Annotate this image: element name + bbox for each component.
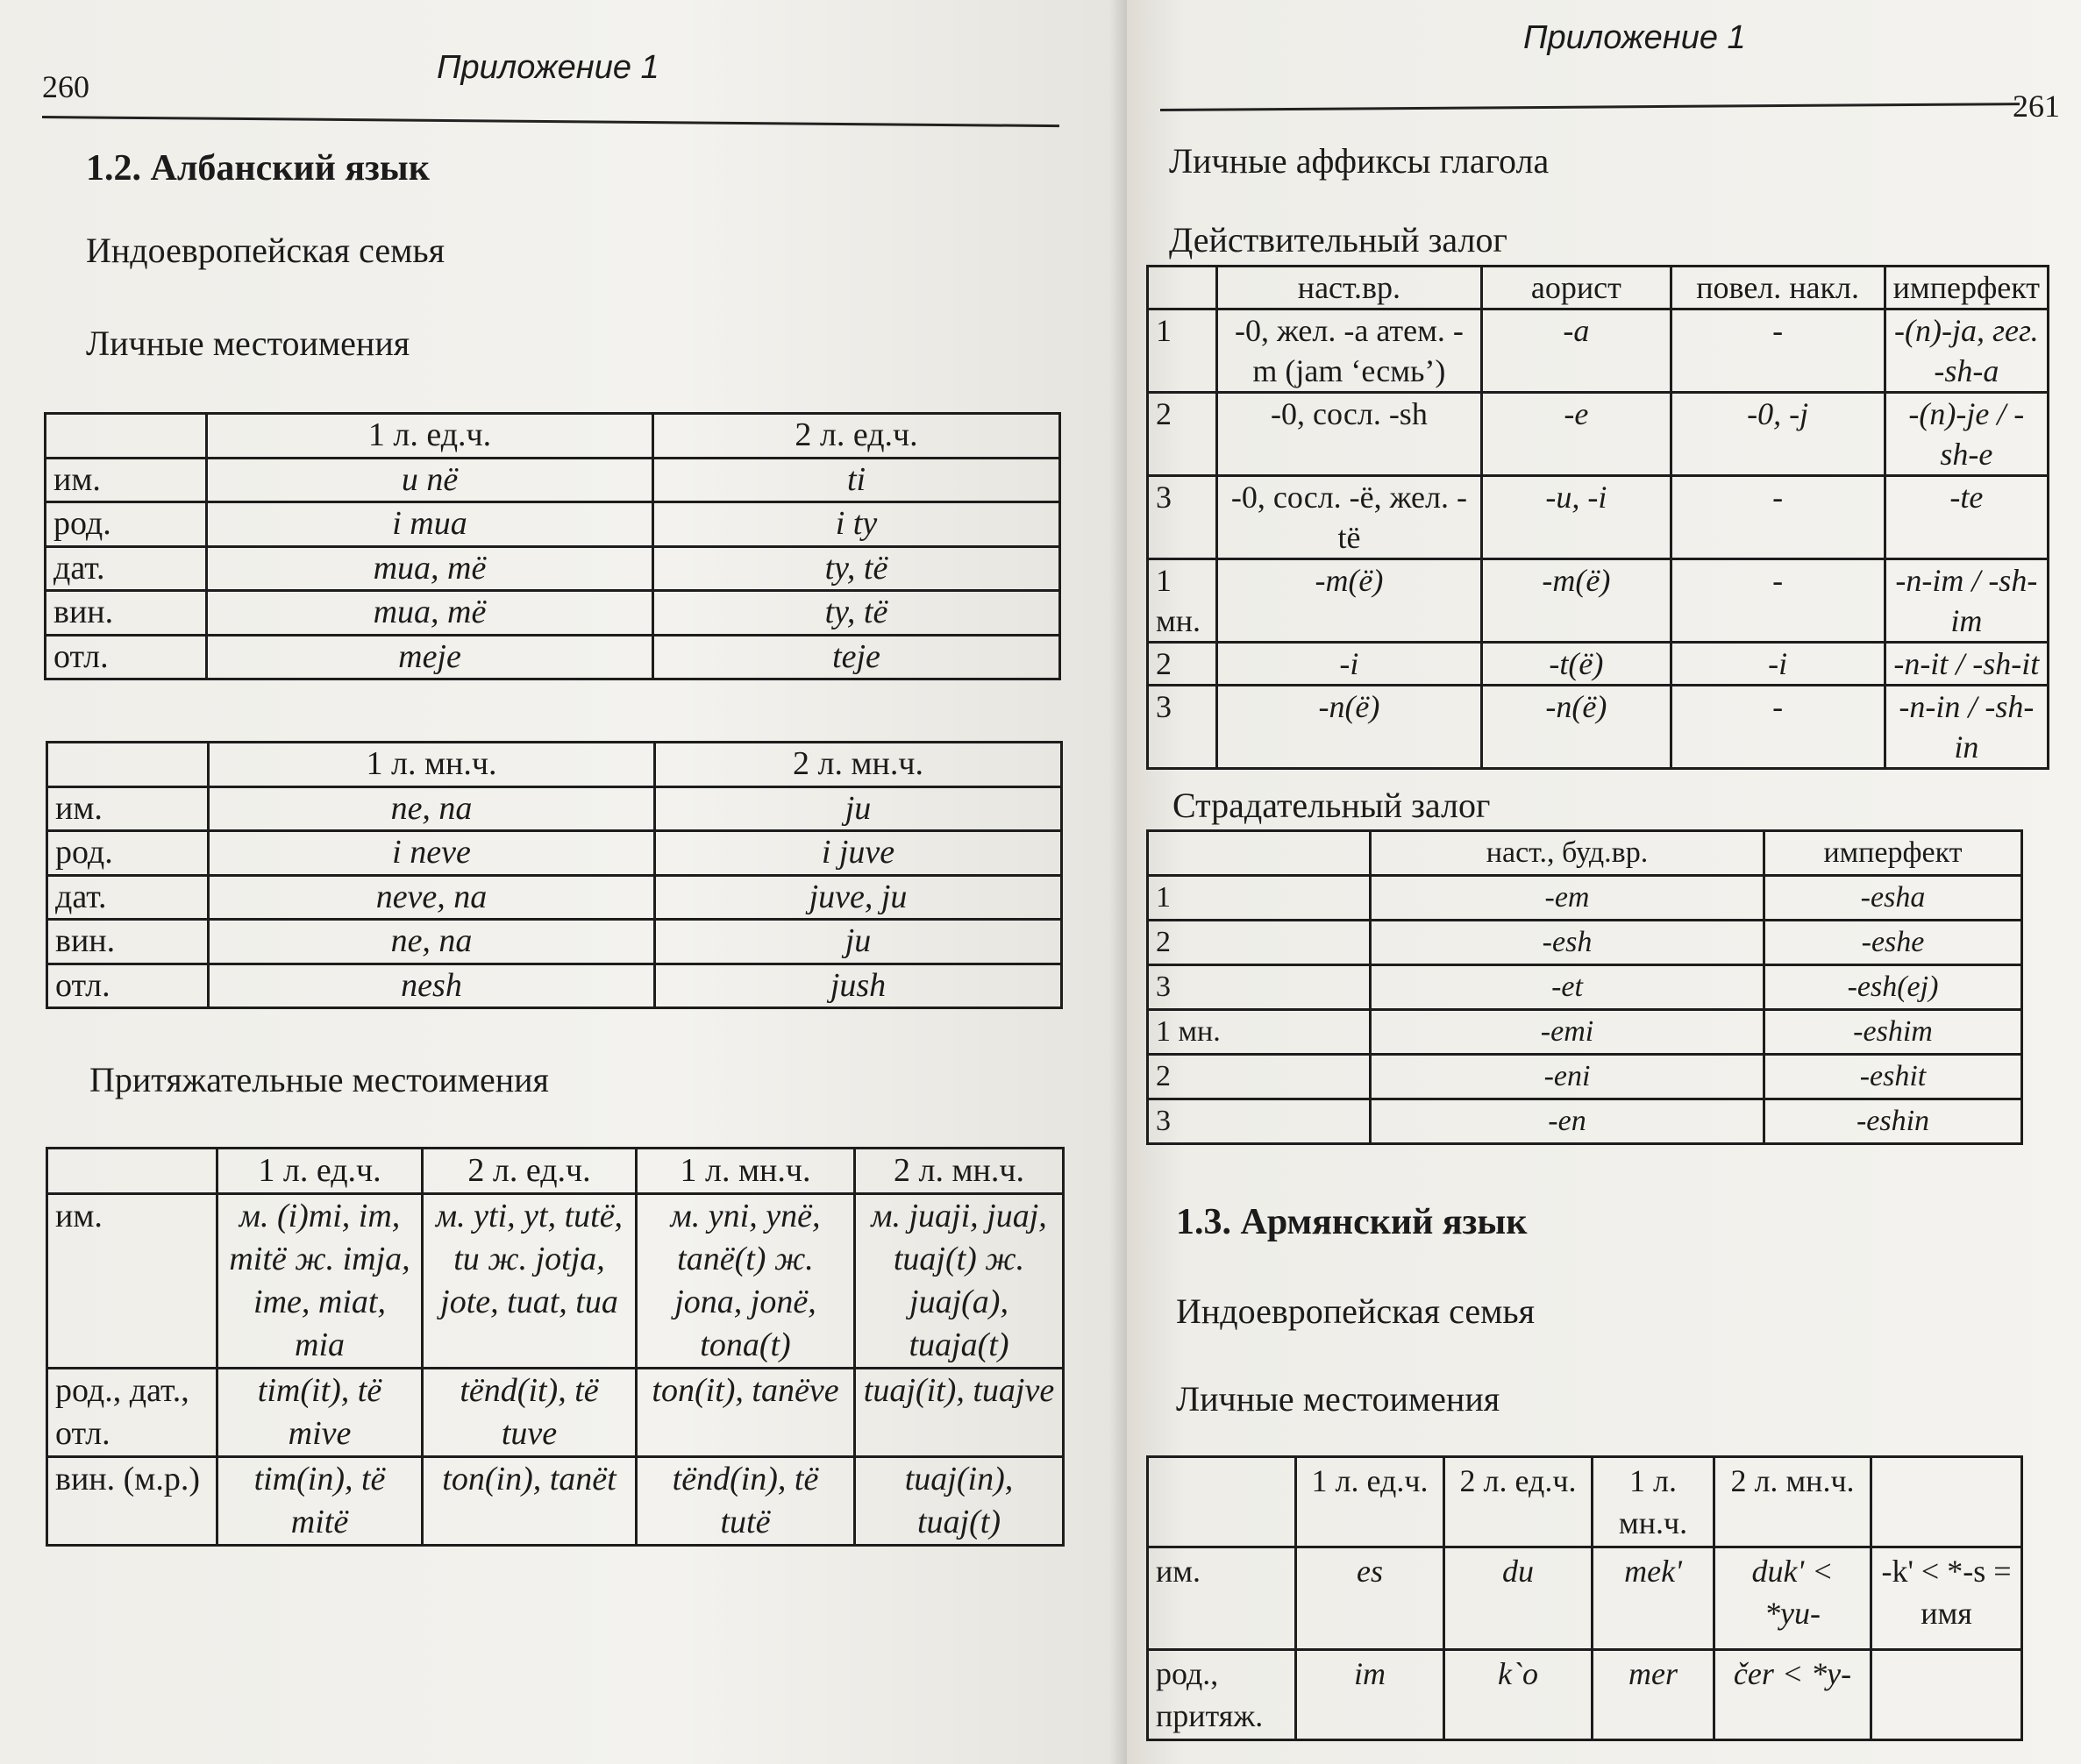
table-cell: -eshe	[1764, 921, 2022, 965]
table-row	[47, 831, 1062, 876]
table-cell: -m(ë)	[1482, 559, 1671, 643]
case-label: отл.	[47, 964, 209, 1008]
table-row	[1148, 1055, 2022, 1099]
table-cell: м. yni, ynë, tanë(t) ж. jona, jonë, tona(t)	[637, 1194, 855, 1369]
table-header-cell: наст., буд.вр.	[1371, 831, 1764, 876]
table-cell: i ty	[653, 502, 1060, 547]
person-label: 1 мн.	[1148, 1010, 1371, 1055]
table-cell: k`o	[1444, 1650, 1593, 1740]
table-cell: -n-in / -sh-in	[1885, 686, 2048, 769]
table-cell	[1871, 1650, 2022, 1740]
passive-voice-table	[1146, 829, 2023, 1145]
person-label: 3	[1148, 1099, 1371, 1144]
active-voice-heading: Действительный залог	[1169, 220, 1507, 260]
case-label: им.	[46, 458, 207, 502]
table-row	[1148, 686, 2049, 769]
table-header-row	[1148, 831, 2022, 876]
table-row	[47, 964, 1062, 1008]
table-row	[1148, 1010, 2022, 1055]
table-row	[47, 786, 1062, 831]
verb-affixes-heading: Личные аффиксы глагола	[1169, 141, 1550, 181]
table-header-row	[47, 1149, 1064, 1194]
table-row	[1148, 476, 2049, 559]
person-label: 1 мн.	[1148, 559, 1217, 643]
personal-pronouns-heading: Личные местоимения	[86, 324, 410, 363]
person-label: 1	[1148, 876, 1371, 921]
table-cell: -eshit	[1764, 1055, 2022, 1099]
table-header-cell: 2 л. ед.ч.	[423, 1149, 637, 1194]
table-row	[47, 875, 1062, 920]
table-cell: -	[1671, 559, 1885, 643]
table-cell: -te	[1885, 476, 2048, 559]
case-label: им.	[1148, 1547, 1296, 1650]
table-header-row	[1148, 267, 2049, 309]
table-header-cell	[1148, 831, 1371, 876]
person-label: 3	[1148, 686, 1217, 769]
table-cell: м. (i)mi, im, mitë ж. imja, ime, miat, mia	[217, 1194, 423, 1369]
person-label: 3	[1148, 476, 1217, 559]
table-cell: teje	[653, 635, 1060, 679]
language-family: Индоевропейская семья	[86, 231, 445, 270]
table-row	[1148, 1547, 2022, 1650]
table-cell: mua, më	[207, 546, 653, 591]
case-label: отл.	[46, 635, 207, 679]
table-cell: tim(it), të mive	[217, 1369, 423, 1457]
passive-voice-heading: Страдательный залог	[1172, 786, 1491, 825]
table-cell: ju	[655, 920, 1062, 964]
table-row	[1148, 876, 2022, 921]
table-row	[47, 920, 1062, 964]
table-header-cell: 2 л. ед.ч.	[653, 414, 1060, 459]
header-rule	[42, 116, 1059, 127]
page-number: 260	[42, 69, 89, 104]
person-label: 2	[1148, 643, 1217, 686]
table-cell: -en	[1371, 1099, 1764, 1144]
person-label: 2	[1148, 921, 1371, 965]
person-label: 2	[1148, 393, 1217, 476]
table-cell: tënd(it), të tuve	[423, 1369, 637, 1457]
case-label: дат.	[47, 875, 209, 920]
table-header-cell: имперфект	[1764, 831, 2022, 876]
table-header-cell: 2 л. мн.ч.	[655, 743, 1062, 787]
table-row	[1148, 921, 2022, 965]
table-cell: -	[1671, 686, 1885, 769]
table-cell: -esha	[1764, 876, 2022, 921]
table-cell: tuaj(it), tuajve	[855, 1369, 1064, 1457]
table-cell: mek'	[1593, 1547, 1714, 1650]
table-cell: -i	[1216, 643, 1482, 686]
table-header-cell: 2 л. мн.ч.	[855, 1149, 1064, 1194]
table-row	[46, 502, 1060, 547]
table-cell: mer	[1593, 1650, 1714, 1740]
table-row	[47, 1194, 1064, 1369]
table-header-cell	[1871, 1457, 2022, 1547]
table-cell: -esh	[1371, 921, 1764, 965]
table-row	[46, 458, 1060, 502]
table-header-row	[1148, 1457, 2022, 1547]
table-header-cell: 1 л. мн.ч.	[1593, 1457, 1714, 1547]
table-cell: u në	[207, 458, 653, 502]
table-row	[1148, 309, 2049, 393]
case-label: вин. (м.р.)	[47, 1457, 217, 1546]
case-label: вин.	[46, 591, 207, 636]
table-cell: tënd(in), të tutë	[637, 1457, 855, 1546]
table-header-cell: имперфект	[1885, 267, 2048, 309]
table-cell: -eshin	[1764, 1099, 2022, 1144]
table-cell: ton(it), tanëve	[637, 1369, 855, 1457]
table-cell: čer < *y-	[1714, 1650, 1871, 1740]
table-cell: -t(ë)	[1482, 643, 1671, 686]
table-header-cell: наст.вр.	[1216, 267, 1482, 309]
personal-pronouns-heading: Личные местоимения	[1176, 1379, 1500, 1419]
section-title: 1.3. Армянский язык	[1176, 1202, 1528, 1242]
table-cell: -m(ë)	[1216, 559, 1482, 643]
table-header-cell: 1 л. мн.ч.	[209, 743, 655, 787]
running-head: Приложение 1	[437, 49, 659, 86]
table-row	[46, 635, 1060, 679]
table-header-row	[46, 414, 1060, 459]
table-row	[47, 1457, 1064, 1546]
table-cell: ne, na	[209, 786, 655, 831]
table-cell: -0, жел. -a атем. -m (jam ‘есмь’)	[1216, 309, 1482, 393]
table-cell: ton(in), tanët	[423, 1457, 637, 1546]
table-header-cell: повел. накл.	[1671, 267, 1885, 309]
table-row	[47, 1369, 1064, 1457]
table-cell: tuaj(in), tuaj(t)	[855, 1457, 1064, 1546]
table-cell: juve, ju	[655, 875, 1062, 920]
possessive-pronouns-heading: Притяжательные местоимения	[89, 1060, 549, 1099]
header-rule	[1160, 103, 2020, 111]
table-cell: es	[1296, 1547, 1444, 1650]
person-label: 3	[1148, 965, 1371, 1010]
table-header-cell: аорист	[1482, 267, 1671, 309]
table-cell: ti	[653, 458, 1060, 502]
table-cell: -i	[1671, 643, 1885, 686]
case-label: род., притяж.	[1148, 1650, 1296, 1740]
table-header-cell	[1148, 1457, 1296, 1547]
table-cell: nesh	[209, 964, 655, 1008]
possessive-pronouns-table	[46, 1147, 1065, 1547]
table-cell: ty, të	[653, 546, 1060, 591]
table-row	[46, 546, 1060, 591]
table-cell: -eshim	[1764, 1010, 2022, 1055]
table-cell: -a	[1482, 309, 1671, 393]
armenian-pronouns-table	[1146, 1455, 2023, 1741]
table-cell: -eni	[1371, 1055, 1764, 1099]
table-cell: im	[1296, 1650, 1444, 1740]
table-cell: -n(ë)	[1482, 686, 1671, 769]
section-title: 1.2. Албанский язык	[86, 148, 430, 188]
person-label: 1	[1148, 309, 1217, 393]
table-header-cell: 1 л. ед.ч.	[1296, 1457, 1444, 1547]
table-cell: -e	[1482, 393, 1671, 476]
table-header-cell: 1 л. ед.ч.	[217, 1149, 423, 1194]
pronouns-plural-table	[46, 741, 1063, 1009]
table-cell: -n-im / -sh-im	[1885, 559, 2048, 643]
running-head: Приложение 1	[1523, 19, 1746, 56]
table-cell: -k' < *-s = имя	[1871, 1547, 2022, 1650]
pronouns-singular-table	[44, 412, 1061, 680]
table-cell: -u, -i	[1482, 476, 1671, 559]
table-header-cell	[46, 414, 207, 459]
table-cell: du	[1444, 1547, 1593, 1650]
table-cell: ty, të	[653, 591, 1060, 636]
table-cell: -	[1671, 309, 1885, 393]
table-cell: jush	[655, 964, 1062, 1008]
table-cell: м. juaji, juaj, tuaj(t) ж. juaj(a), tuaja(t)	[855, 1194, 1064, 1369]
table-cell: -(n)-je / -sh-e	[1885, 393, 2048, 476]
table-row	[1148, 643, 2049, 686]
table-header-cell	[47, 1149, 217, 1194]
table-cell: i neve	[209, 831, 655, 876]
person-label: 2	[1148, 1055, 1371, 1099]
table-row	[1148, 965, 2022, 1010]
table-cell: -et	[1371, 965, 1764, 1010]
table-header-cell: 2 л. мн.ч.	[1714, 1457, 1871, 1547]
table-cell: -0, сосл. -ë, жел. -të	[1216, 476, 1482, 559]
table-cell: м. yti, yt, tutë, tu ж. jotja, jote, tuat, tua	[423, 1194, 637, 1369]
page-number: 261	[2013, 89, 2060, 124]
case-label: дат.	[46, 546, 207, 591]
table-cell: i mua	[207, 502, 653, 547]
table-header-cell: 1 л. мн.ч.	[637, 1149, 855, 1194]
right-page	[1127, 0, 2081, 1764]
table-cell: -esh(ej)	[1764, 965, 2022, 1010]
table-header-row	[47, 743, 1062, 787]
table-cell: ne, na	[209, 920, 655, 964]
table-row	[1148, 559, 2049, 643]
case-label: им.	[47, 786, 209, 831]
case-label: им.	[47, 1194, 217, 1369]
table-row	[1148, 393, 2049, 476]
table-cell: -(n)-ja, гег. -sh-a	[1885, 309, 2048, 393]
case-label: род.	[46, 502, 207, 547]
table-cell: mua, më	[207, 591, 653, 636]
table-header-cell	[47, 743, 209, 787]
table-cell: -emi	[1371, 1010, 1764, 1055]
table-row	[1148, 1650, 2022, 1740]
table-cell: duk' < *yu-	[1714, 1547, 1871, 1650]
case-label: род., дат., отл.	[47, 1369, 217, 1457]
table-cell: -0, сосл. -sh	[1216, 393, 1482, 476]
table-header-cell: 1 л. ед.ч.	[207, 414, 653, 459]
case-label: вин.	[47, 920, 209, 964]
table-header-cell: 2 л. ед.ч.	[1444, 1457, 1593, 1547]
table-cell: meje	[207, 635, 653, 679]
table-cell: i juve	[655, 831, 1062, 876]
table-cell: ju	[655, 786, 1062, 831]
case-label: род.	[47, 831, 209, 876]
table-row	[1148, 1099, 2022, 1144]
language-family: Индоевропейская семья	[1176, 1291, 1536, 1331]
table-cell: -n-it / -sh-it	[1885, 643, 2048, 686]
table-header-cell	[1148, 267, 1217, 309]
table-cell: neve, na	[209, 875, 655, 920]
table-cell: tim(in), të mitë	[217, 1457, 423, 1546]
table-cell: -	[1671, 476, 1885, 559]
active-voice-table	[1146, 265, 2049, 770]
table-cell: -em	[1371, 876, 1764, 921]
table-cell: -n(ë)	[1216, 686, 1482, 769]
table-cell: -0, -j	[1671, 393, 1885, 476]
table-row	[46, 591, 1060, 636]
